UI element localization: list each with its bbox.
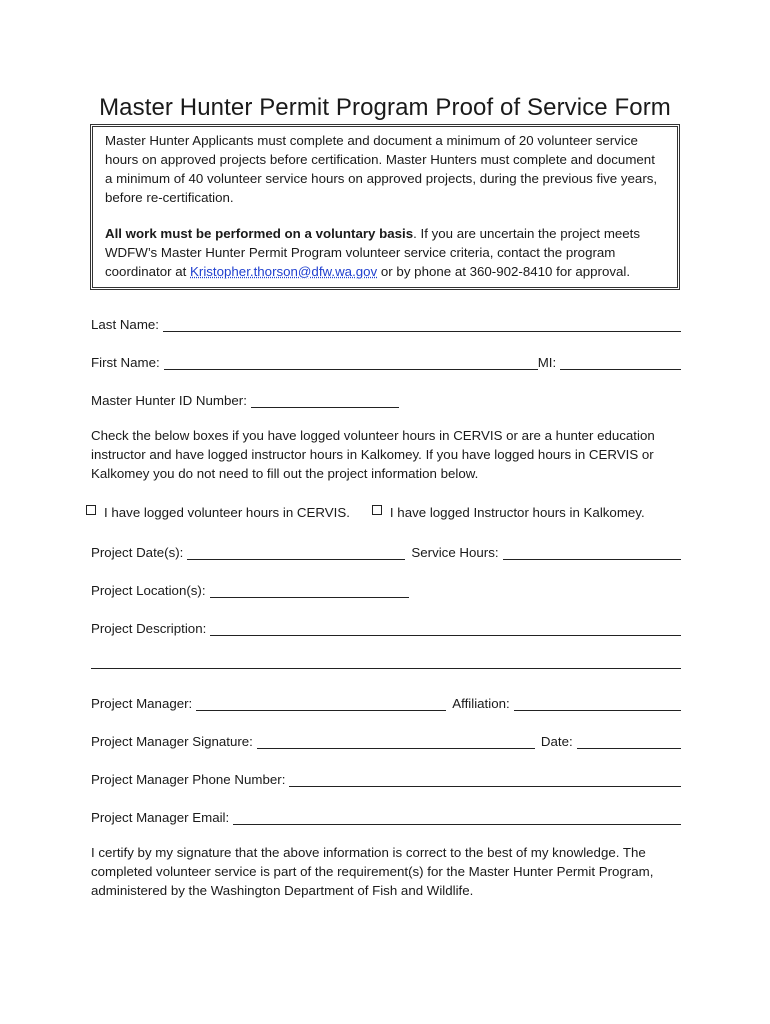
- project-description-field[interactable]: [210, 621, 681, 636]
- mi-field[interactable]: [560, 355, 681, 370]
- pm-email-row: [91, 805, 681, 825]
- project-manager-field[interactable]: [196, 696, 446, 711]
- checkbox-row: [86, 502, 686, 522]
- date-label: Date:: [540, 734, 573, 749]
- pm-signature-row: [91, 729, 681, 749]
- project-dates-label: Project Date(s):: [91, 545, 184, 560]
- info-paragraph-2-end: or by phone at 360-902-8410 for approval.: [377, 264, 631, 279]
- project-manager-label: Project Manager:: [91, 696, 193, 711]
- date-field[interactable]: [577, 734, 681, 749]
- affiliation-field[interactable]: [514, 696, 681, 711]
- service-hours-field[interactable]: [503, 545, 681, 560]
- project-manager-row: [91, 691, 681, 711]
- kalkomey-checkbox[interactable]: [372, 505, 382, 515]
- first-name-row: [91, 350, 681, 370]
- last-name-label: Last Name:: [91, 317, 159, 332]
- project-description-line-2[interactable]: [91, 668, 681, 669]
- voluntary-notice: All work must be performed on a voluntary basis: [105, 226, 414, 241]
- info-box: [90, 124, 680, 290]
- project-description-row: [91, 616, 681, 636]
- cervis-checkbox-label: I have logged volunteer hours in CERVIS.: [104, 504, 350, 520]
- project-location-row: [91, 578, 409, 598]
- project-dates-field[interactable]: [187, 545, 405, 560]
- pm-signature-field[interactable]: [257, 734, 535, 749]
- last-name-row: [91, 312, 681, 332]
- kalkomey-checkbox-label: I have logged Instructor hours in Kalkomey.: [389, 504, 645, 520]
- info-paragraph-2: [105, 224, 665, 281]
- info-paragraph-1: Master Hunter Applicants must complete and document a minimum of 20 volunteer service hours on approved projects before certification. Master Hunters must complete and document a minimum of 40 volunteer service hours on approved projects, during the previous five years, before re-certification.: [105, 133, 658, 205]
- id-number-row: [91, 388, 411, 408]
- id-number-field[interactable]: [251, 393, 399, 408]
- certification-statement: I certify by my signature that the above information is correct to the best of my knowledge. The completed volunteer service is part of the requirement(s) for the Master Hunter Permit Program, administered by the Washington Department of Fish and Wildlife.: [91, 845, 654, 898]
- mi-label: MI:: [537, 355, 557, 370]
- info-paragraph-2-text: . If you are uncertain the project meets WDFW’s Master Hunter Permit Program volunteer service criteria, contact the program coordinator at: [105, 226, 641, 279]
- pm-phone-row: [91, 767, 681, 787]
- project-dates-row: [91, 540, 681, 560]
- check-instructions: Check the below boxes if you have logged volunteer hours in CERVIS or are a hunter education instructor and have logged instructor hours in Kalkomey. If you have logged hours in CERVIS or Kalkomey you do not need to fill out the project information below.: [91, 428, 655, 481]
- first-name-field[interactable]: [164, 355, 538, 370]
- project-description-label: Project Description:: [91, 621, 207, 636]
- first-name-label: First Name:: [91, 355, 160, 370]
- id-number-label: Master Hunter ID Number:: [91, 393, 247, 408]
- pm-phone-field[interactable]: [289, 772, 681, 787]
- pm-email-field[interactable]: [233, 810, 681, 825]
- pm-email-label: Project Manager Email:: [91, 810, 230, 825]
- affiliation-label: Affiliation:: [452, 696, 510, 711]
- coordinator-email-link[interactable]: Kristopher.thorson@dfw.wa.gov: [190, 264, 378, 279]
- cervis-checkbox[interactable]: [86, 505, 96, 515]
- pm-signature-label: Project Manager Signature:: [91, 734, 253, 749]
- last-name-field[interactable]: [163, 317, 681, 332]
- project-location-field[interactable]: [210, 583, 409, 598]
- page-title: Master Hunter Permit Program Proof of Service Form: [99, 94, 671, 121]
- pm-phone-label: Project Manager Phone Number:: [91, 772, 286, 787]
- service-hours-label: Service Hours:: [411, 545, 499, 560]
- project-location-label: Project Location(s):: [91, 583, 206, 598]
